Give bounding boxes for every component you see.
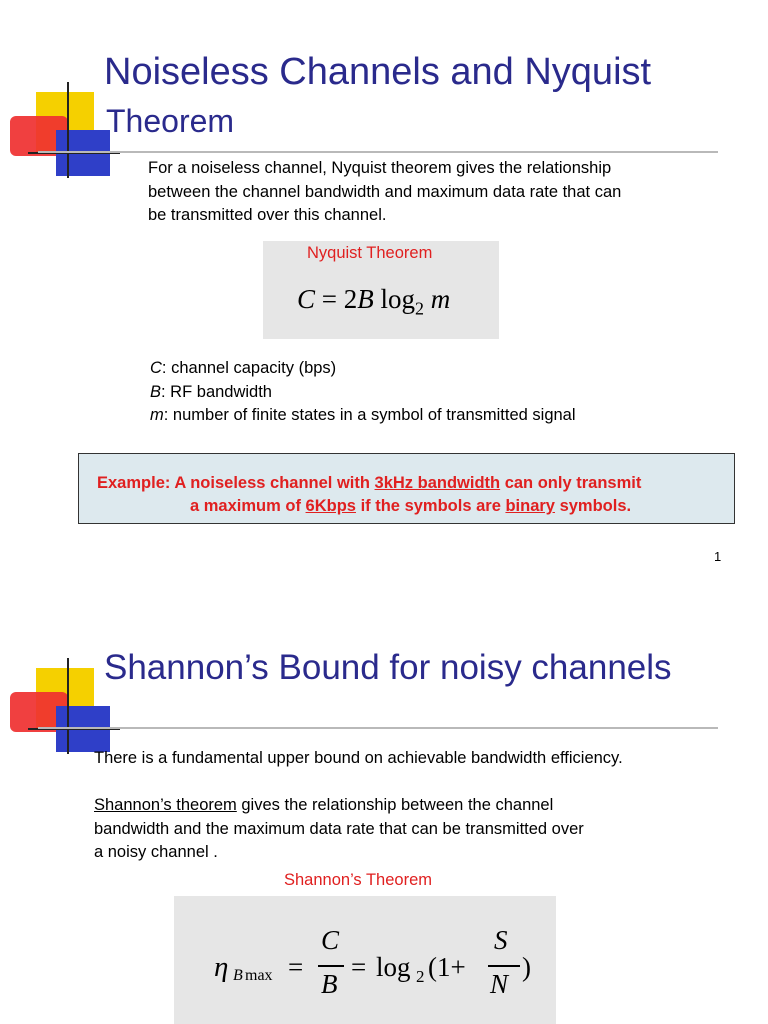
intro-line: be transmitted over this channel. [148, 206, 387, 224]
formula-close: ) [522, 952, 531, 982]
definition-symbol: B [150, 382, 162, 401]
example-text: a maximum of [190, 497, 306, 515]
example-text: if the symbols are [355, 497, 506, 515]
formula-eta-sub: B [233, 967, 243, 984]
fraction-bar [318, 965, 344, 967]
intro-line: between the channel bandwidth and maximum data rate that can [148, 182, 622, 201]
example-line1 [97, 474, 641, 493]
example-text: symbols. [554, 497, 632, 515]
formula-eta-max: max [245, 967, 273, 984]
para2-line: a noisy channel . [94, 843, 218, 861]
formula-var: B [357, 284, 374, 314]
definition-symbol: C [150, 359, 162, 377]
formula-lhs: C [297, 284, 316, 314]
intro-line: For a noiseless channel, Nyquist theorem gives the relationship [148, 159, 612, 177]
slide1-definitions [150, 357, 576, 428]
formula-num-c: C [321, 925, 340, 955]
slide2-title: Shannon’s Bound for noisy channels [104, 648, 672, 687]
slide2-para2 [94, 794, 584, 865]
formula-log-base: 2 [415, 298, 425, 319]
formula-den-b: B [321, 969, 338, 999]
example-line2 [190, 497, 631, 516]
para2-text: gives the relationship between the channel [236, 796, 554, 814]
formula-coef: 2 [343, 284, 358, 314]
para2-line: bandwidth and the maximum data rate that can be transmitted over [94, 819, 584, 838]
shannon-theorem-link-text: Shannon’s theorem [94, 796, 237, 814]
slide1-title-rule [38, 151, 718, 153]
slide1-title-line1: Noiseless Channels and Nyquist [104, 51, 652, 93]
formula-equals: = [351, 952, 367, 982]
definition-text: : channel capacity (bps) [161, 359, 337, 377]
slide2-title-rule [38, 727, 718, 729]
formula-log: log [380, 284, 416, 314]
nyquist-formula [297, 284, 450, 319]
slide1-logo-graphic [10, 82, 120, 202]
definition-item [150, 404, 576, 428]
formula-log-base: 2 [416, 967, 425, 986]
definition-text: : RF bandwidth [161, 382, 272, 401]
page-number: 1 [714, 549, 722, 564]
shannon-formula-label: Shannon’s Theorem [284, 871, 432, 889]
definition-text: : number of finite states in a symbol of transmitted signal [163, 406, 576, 424]
formula-den-n: N [490, 969, 509, 999]
formula-equals: = [321, 284, 337, 314]
para2-line [94, 794, 584, 818]
formula-open: (1+ [428, 952, 466, 982]
slide1-title-line2: Theorem [106, 103, 235, 139]
definition-symbol: m [150, 406, 164, 424]
definition-item [150, 381, 576, 405]
formula-num-s: S [494, 925, 508, 955]
definition-item [150, 357, 576, 381]
nyquist-formula-label: Nyquist Theorem [307, 244, 433, 262]
fraction-bar [488, 965, 520, 967]
formula-arg: m [430, 284, 451, 314]
example-text: Example: A noiseless channel with [97, 474, 375, 492]
slide2-para1: There is a fundamental upper bound on achievable bandwidth efficiency. [94, 749, 623, 767]
example-underlined: binary [505, 497, 555, 515]
slide1-intro [148, 157, 621, 228]
formula-eta: η [214, 951, 229, 983]
formula-log: log [376, 952, 411, 982]
example-underlined: 6Kbps [305, 497, 356, 515]
example-underlined: 3kHz bandwidth [374, 474, 501, 492]
formula-equals: = [288, 952, 304, 982]
example-text: can only transmit [500, 474, 642, 492]
